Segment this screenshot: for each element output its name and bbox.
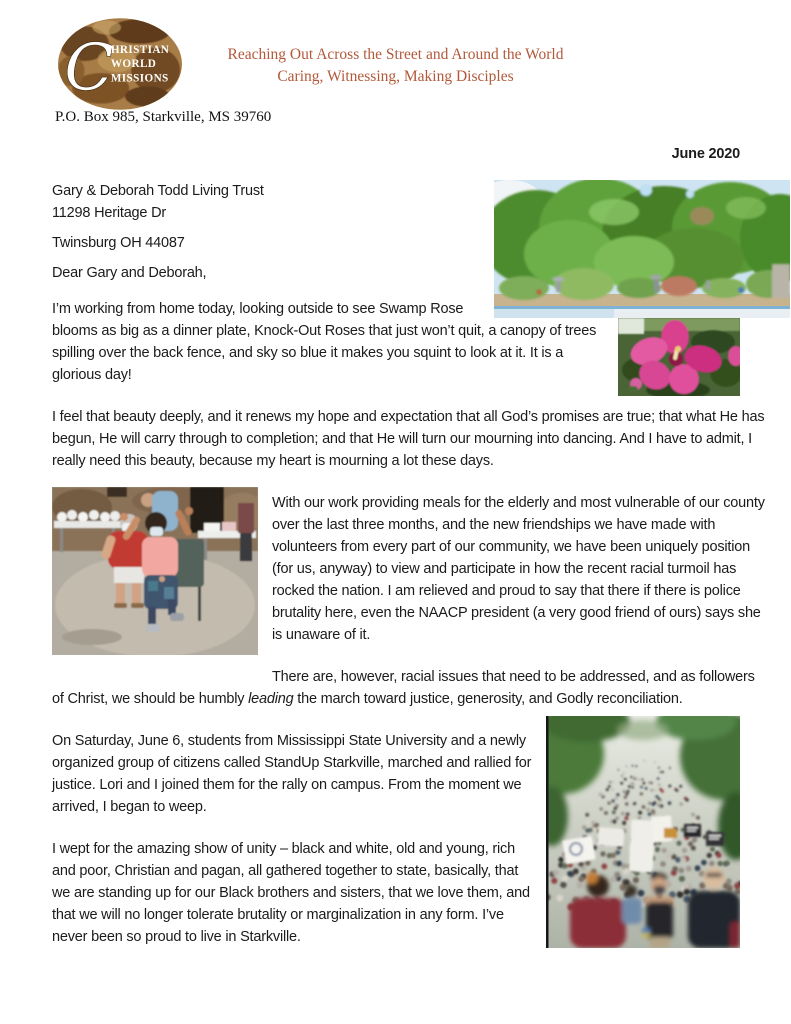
garden-photo <box>494 180 790 318</box>
flower-photo <box>618 318 740 396</box>
salutation: Dear Gary and Deborah, <box>52 265 207 281</box>
tagline-line1: Reaching Out Across the Street and Around the World <box>227 46 564 63</box>
paragraph-3: With our work providing meals for the elderly and most vulnerable of our county over the last three months, and the new friendships we have made with volunteers from every part of our community, we have been uniquely position (for us, anyway) to view and participate in how the recent racial turmoil has rocked the nation. I am relieved and proud to say that there if there is police brutality here, even the NAACP president (a very good friend of ours) says she is unaware of it. <box>272 495 765 643</box>
logo-monogram: C <box>64 30 114 106</box>
logo-word-world: WORLD <box>110 58 157 71</box>
tagline <box>0 44 791 88</box>
paragraph-6: I wept for the amazing show of unity – black and white, old and young, rich and poor, Christian and pagan, all gathered together to state, basically, that we are standing up for our Black brothers and sisters, that we love them, and that we will no longer tolerate brutality or marginalization in any form. I’ve never been so proud to live in Starkville. <box>52 841 530 945</box>
emphasis-leading: leading <box>248 691 294 707</box>
recipient-line-2: 11298 Heritage Dr <box>52 205 167 221</box>
logo-word-missions: MISSIONS <box>110 72 169 85</box>
paragraph-2: I feel that beauty deeply, and it renews my hope and expectation that all God’s promises are true; that what He has begun, He will carry through to completion; and that He will turn our mourning into dancing. And I have to admit, I really need this beauty, because my heart is mourning a lot these days. <box>52 409 765 469</box>
paragraph-5: On Saturday, June 6, students from Mississippi State University and a newly organized group of citizens called StandUp Starkville, marched and rallied for justice. Lori and I joined them for the rally on campus. From the moment we arrived, I began to weep. <box>52 733 532 815</box>
march-photo <box>546 716 740 948</box>
letter-body <box>52 180 765 968</box>
letter-date: June 2020 <box>671 146 740 162</box>
paragraph-1: I’m working from home today, looking outside to see Swamp Rose blooms as big as a dinner plate, Knock-Out Roses that just won’t quit, a canopy of trees spilling over the back fence, and sky so blue it makes you squint to look at it. It is a glorious day! <box>52 301 597 383</box>
po-box-address: P.O. Box 985, Starkville, MS 39760 <box>55 109 272 125</box>
meal-distribution-photo <box>52 487 258 655</box>
recipient-line-3: Twinsburg OH 44087 <box>52 235 185 251</box>
tagline-line2: Caring, Witnessing, Making Disciples <box>277 68 514 85</box>
paragraph-4-post: the march toward justice, generosity, and Godly reconciliation. <box>293 691 683 707</box>
logo-word-christian: HRISTIAN <box>110 43 170 56</box>
paragraph-4-pre: There are, however, racial issues that need to be addressed, and as followers of Christ, we should be humbly <box>52 669 755 707</box>
paragraph-4 <box>52 666 765 710</box>
recipient-line-1: Gary & Deborah Todd Living Trust <box>52 183 264 199</box>
